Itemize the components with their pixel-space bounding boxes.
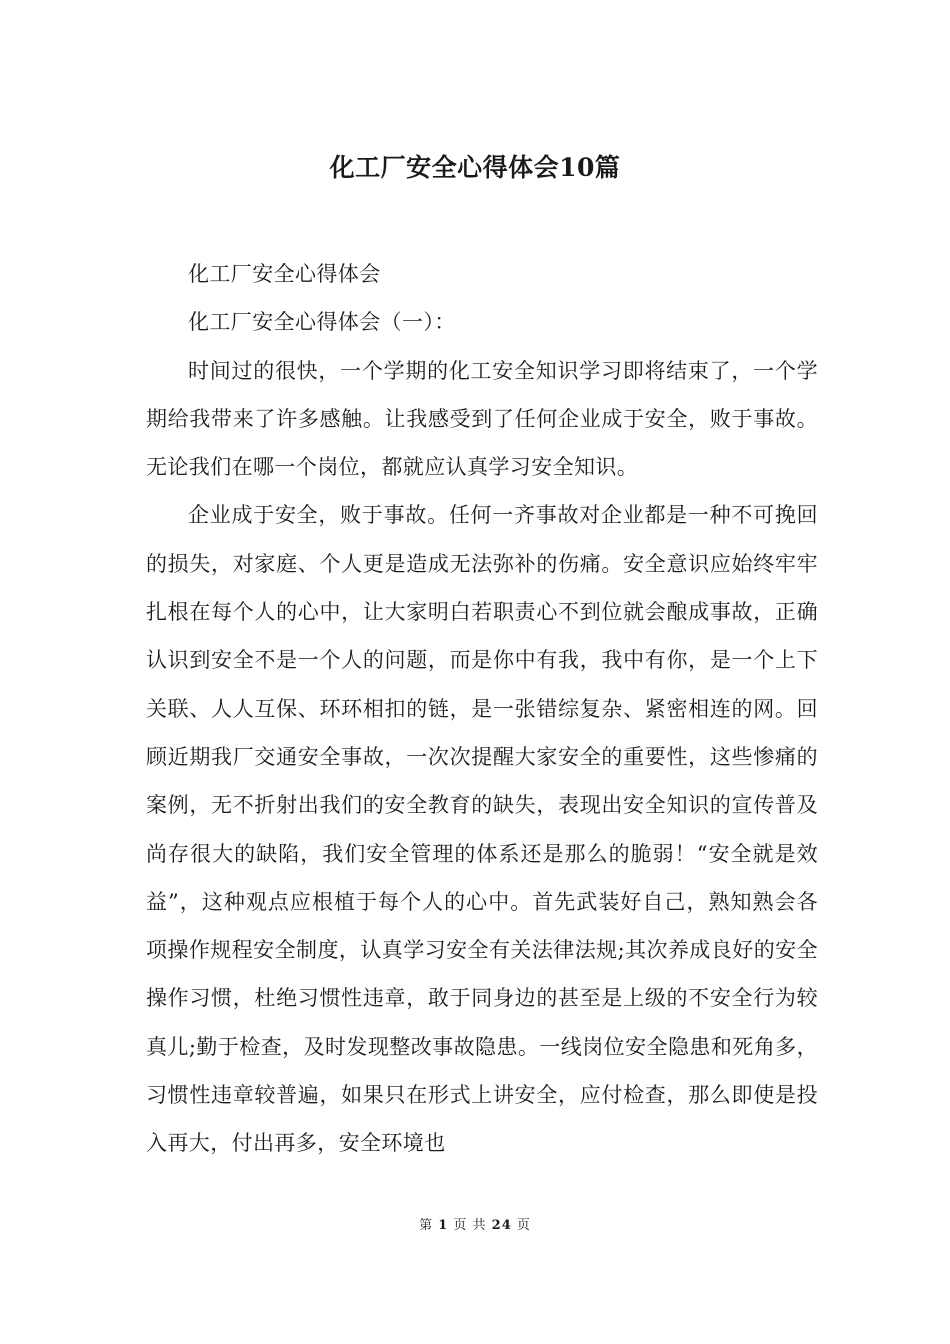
document-title: 化工厂安全心得体会10篇: [329, 153, 621, 182]
body-paragraph: 时间过的很快，一个学期的化工安全知识学习即将结束了，一个学期给我带来了许多感触。让我感受到了任何企业成于安全，败于事故。无论我们在哪一个岗位，都就应认真学习安全知识。: [146, 358, 818, 480]
body-paragraph: 企业成于安全，败于事故。任何一齐事故对企业都是一种不可挽回的损失，对家庭、个人更是造成无法弥补的伤痛。安全意识应始终牢牢扎根在每个人的心中，让大家明白若职责心不到位就会酿成事故，正确认识到安全不是一个人的问题，而是你中有我，我中有你，是一个上下关联、人人互保、环环相扣的链，是一张错综复杂、紧密相连的网。回顾近期我厂交通安全事故，一次次提醒大家安全的重要性，这些惨痛的案例，无不折射出我们的安全教育的缺失，表现出安全知识的宣传普及尚存很大的缺陷，我们安全管理的体系还是那么的脆弱！“安全就是效益”，这种观点应根植于每个人的心中。首先武装好自己，熟知熟会各项操作规程安全制度，认真学习安全有关法律法规;其次养成良好的安全操作习惯，杜绝习惯性违章，敢于同身边的甚至是上级的不安全行为较真儿;勤于检查，及时发现整改事故隐患。一线岗位安全隐患和死角多，习惯性违章较普遍，如果只在形式上讲安全，应付检查，那么即使是投入再大，付出再多，安全环境也: [146, 503, 818, 1156]
footer-total-pages: 24: [491, 1218, 512, 1233]
footer-page-number: 1: [438, 1218, 449, 1233]
section-heading: 化工厂安全心得体会: [188, 262, 381, 286]
footer-prefix: 第: [419, 1218, 439, 1233]
page-footer: [0, 1216, 950, 1236]
document-body: [146, 250, 818, 1168]
footer-suffix: 页: [511, 1218, 531, 1233]
footer-middle: 页 共: [448, 1218, 492, 1233]
subsection-heading: 化工厂安全心得体会（一）：: [188, 310, 456, 335]
